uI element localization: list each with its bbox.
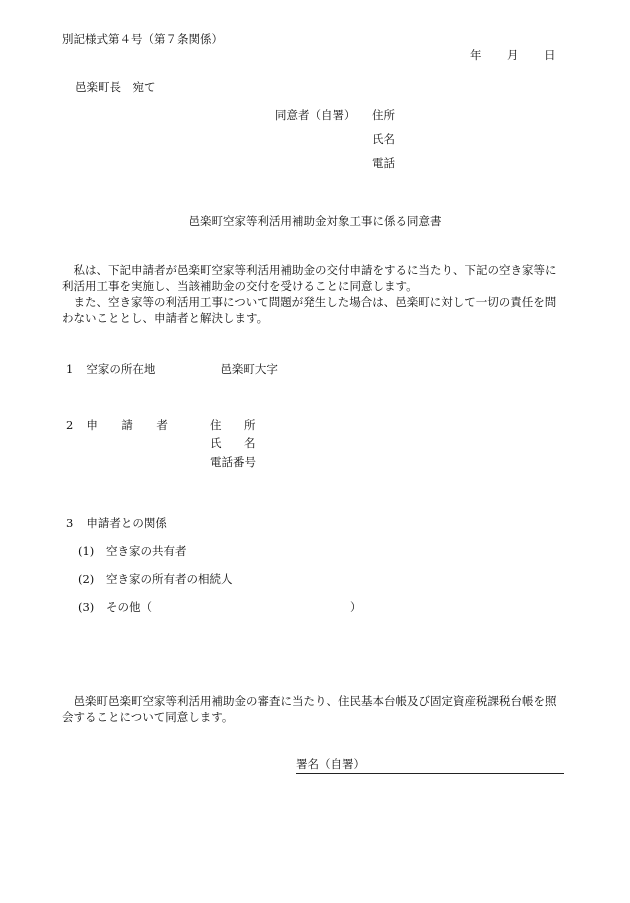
addressee: 邑楽町長 宛て bbox=[75, 80, 156, 94]
applicant-address-label bbox=[210, 420, 258, 432]
item2-number: 2 bbox=[66, 418, 74, 432]
applicant-address-char: 所 bbox=[244, 418, 256, 432]
item1-number: 1 bbox=[66, 362, 74, 376]
applicant-address-char: 住 bbox=[210, 418, 222, 432]
option-number: (2) bbox=[78, 572, 95, 586]
signature-label: 署名（自署） bbox=[296, 757, 365, 771]
document-title: 邑楽町空家等利活用補助金対象工事に係る同意書 bbox=[188, 214, 442, 228]
applicant-name-char: 名 bbox=[244, 436, 256, 450]
applicant-name-label bbox=[210, 438, 258, 450]
consenter-label: 同意者（自署） bbox=[275, 108, 356, 122]
consenter-phone-label: 電話 bbox=[372, 156, 395, 170]
item-vacant-house-location bbox=[66, 364, 278, 376]
records-consent-paragraph: 邑楽町邑楽町空家等利活用補助金の審査に当たり、住民基本台帳及び固定資産税課税台帳を照会することについて同意します。 bbox=[62, 694, 557, 724]
item2-label-char: 者 bbox=[156, 418, 168, 432]
item-applicant bbox=[66, 420, 168, 432]
relationship-option-2 bbox=[78, 574, 233, 586]
item3-number: 3 bbox=[66, 516, 74, 530]
date-year-label: 年 bbox=[470, 48, 482, 62]
signature-line bbox=[296, 759, 564, 774]
option-number: (3) bbox=[78, 600, 95, 614]
option-text: その他（ bbox=[106, 600, 152, 614]
item1-value: 邑楽町大字 bbox=[220, 362, 278, 376]
applicant-phone-label: 電話番号 bbox=[210, 455, 256, 469]
consent-paragraph-1: 私は、下記申請者が邑楽町空家等利活用補助金の交付申請をするに当たり、下記の空き家等に利活用工事を実施し、当該補助金の交付を受けることに同意します。 bbox=[62, 263, 557, 293]
option-text: 空き家の所有者の相続人 bbox=[106, 572, 233, 586]
other-close-paren: ） bbox=[350, 600, 362, 614]
option-text: 空き家の共有者 bbox=[106, 544, 187, 558]
date-month-label: 月 bbox=[507, 48, 519, 62]
item2-label-char: 申 bbox=[86, 418, 98, 432]
relationship-option-1 bbox=[78, 546, 187, 558]
item2-label-char: 請 bbox=[121, 418, 133, 432]
item3-label: 申請者との関係 bbox=[86, 516, 167, 530]
form-number: 別記様式第４号（第７条関係） bbox=[62, 32, 223, 46]
date-row bbox=[470, 50, 556, 62]
item1-label: 空家の所在地 bbox=[86, 362, 156, 376]
consent-paragraph-2: また、空き家等の利活用工事について問題が発生した場合は、邑楽町に対して一切の責任を問わないこととし、申請者と解決します。 bbox=[62, 295, 557, 325]
option-number: (1) bbox=[78, 544, 95, 558]
consenter-address-label: 住所 bbox=[372, 108, 395, 122]
relationship-option-3 bbox=[78, 602, 152, 614]
consenter-name-label: 氏名 bbox=[372, 132, 395, 146]
date-day-label: 日 bbox=[544, 48, 556, 62]
applicant-name-char: 氏 bbox=[210, 436, 222, 450]
item-relationship bbox=[66, 518, 167, 530]
